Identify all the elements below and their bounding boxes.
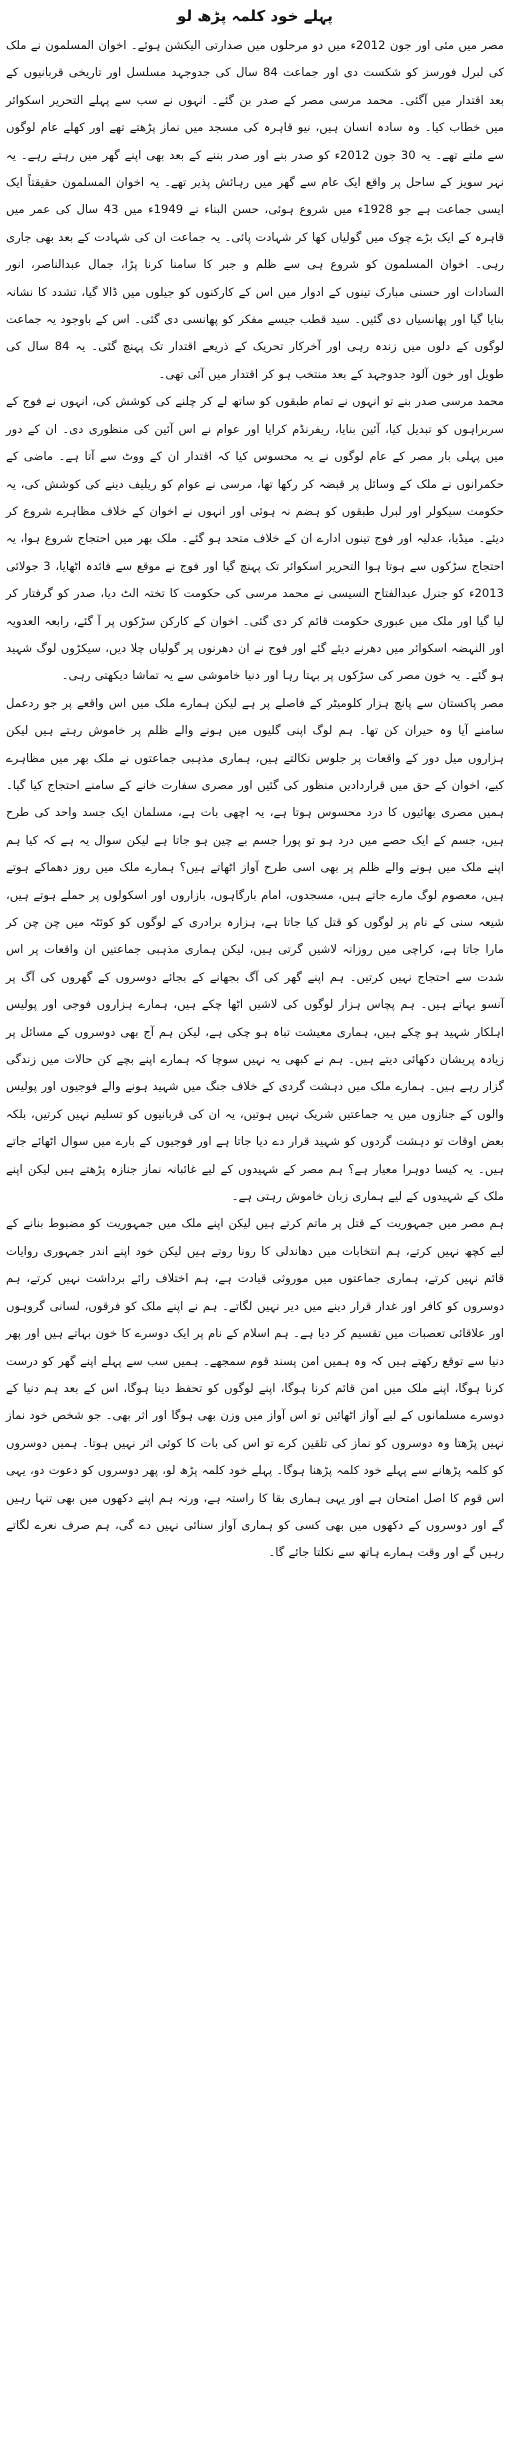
article-paragraph-1: مصر میں مئی اور جون 2012ء میں دو مرحلوں میں صدارتی الیکشن ہوئے۔ اخوان المسلمون نے ملک کی لبرل فورسز کو شکست دی اور جماعت 84 سال کی جدوجہد مسلسل اور تاریخی قربانیوں کے بعد اقتدار میں آگئی۔ محمد مرسی مصر کے صدر بن گئے۔ انہوں نے سب سے پہلے التحریر اسکوائر میں خطاب کیا۔ وہ سادہ انسان ہیں، نیو قاہرہ کی مسجد میں نماز پڑھتے تھے اور کھلے عام لوگوں سے ملتے تھے۔ یہ 30 جون 2012ء کو صدر بنے اور صدر بننے کے بعد بھی اپنے گھر میں رہتے رہے۔ یہ نہر سویز کے ساحل پر واقع ایک عام سے گھر میں رہائش پذیر تھے۔ یہ اخوان المسلمون حقیقتاً ایک ایسی جماعت ہے جو 1928ء میں شروع ہوئی، حسن البناء نے 1949ء میں 43 سال کی عمر میں قاہرہ کے ایک بڑے چوک میں گولیاں کھا کر شہادت پائی۔ یہ جماعت ان کی شہادت کے بعد بھی جاری رہی۔ اخوان المسلمون کو شروع ہی سے ظلم و جبر کا سامنا کرنا پڑا، جمال عبدالناصر، انور السادات اور حسنی مبارک تینوں کے ادوار میں اس کے کارکنوں کو جیلوں میں ڈالا گیا، تشدد کا نشانہ بنایا گیا اور پھانسیاں دی گئیں۔ سید قطب جیسے مفکر کو پھانسی دی گئی۔ اس کے باوجود یہ جماعت لوگوں کے دلوں میں زندہ رہی اور آخرکار تحریک کے ذریعے اقتدار تک پہنچ گئی۔ یہ 84 سال کی طویل اور خون آلود جدوجہد کے بعد منتخب ہو کر اقتدار میں آئی تھی۔	[6, 38, 505, 381]
article-paragraph-3: مصر پاکستان سے پانچ ہزار کلومیٹر کے فاصلے پر ہے لیکن ہمارے ملک میں اس واقعے پر جو ردعمل سامنے آیا وہ حیران کن تھا۔ ہم لوگ اپنی گلیوں میں ہونے والے ظلم پر خاموش رہتے ہیں لیکن ہزاروں میل دور کے واقعات پر جلوس نکالتے ہیں، ہماری مذہبی جماعتوں نے ملک بھر میں مظاہرے کیے، اخوان کے حق میں قراردادیں منظور کی گئیں اور مصری سفارت خانے کے سامنے احتجاج کیا گیا۔ ہمیں مصری بھائیوں کا درد محسوس ہوتا ہے، یہ اچھی بات ہے، مسلمان ایک جسد واحد کی طرح ہیں، جسم کے ایک حصے میں درد ہو تو پورا جسم بے چین ہو جاتا ہے لیکن سوال یہ ہے کہ کیا ہم اپنے ملک میں ہونے والے ظلم پر بھی اسی طرح آواز اٹھاتے ہیں؟ ہمارے ملک میں روز دھماکے ہوتے ہیں، معصوم لوگ مارے جاتے ہیں، مسجدوں، امام بارگاہوں، بازاروں اور اسکولوں پر حملے ہوتے ہیں، شیعہ سنی کے نام پر لوگوں کو قتل کیا جاتا ہے، ہزارہ برادری کے لوگوں کو کوئٹہ میں چن چن کر مارا جاتا ہے، کراچی میں روزانہ لاشیں گرتی ہیں، لیکن ہماری مذہبی جماعتیں ان واقعات پر اس شدت سے احتجاج نہیں کرتیں۔ ہم اپنے گھر کی آگ بجھانے کے بجائے دوسروں کے گھروں کی آگ پر آنسو بہاتے ہیں۔ ہم پچاس ہزار لوگوں کی لاشیں اٹھا چکے ہیں، ہمارے ہزاروں فوجی اور پولیس اہلکار شہید ہو چکے ہیں، ہماری معیشت تباہ ہو چکی ہے، لیکن ہم آج بھی دوسروں کے مسائل پر زیادہ پریشان دکھائی دیتے ہیں۔ ہم نے کبھی یہ نہیں سوچا کہ ہمارے اپنے بچے کن حالات میں زندگی گزار رہے ہیں۔ ہمارے ملک میں دہشت گردی کے خلاف جنگ میں شہید ہونے والے فوجیوں اور پولیس والوں کے جنازوں میں یہ جماعتیں شریک نہیں ہوتیں، یہ ان کی قربانیوں کو تسلیم نہیں کرتیں، بلکہ بعض اوقات تو دہشت گردوں کو شہید قرار دے دیا جاتا ہے اور فوجیوں کے بارے میں سوال اٹھائے جاتے ہیں۔ یہ کیسا دوہرا معیار ہے؟ ہم مصر کے شہیدوں کے لیے غائبانہ نماز جنازہ پڑھتے ہیں لیکن اپنے ملک کے شہیدوں کے لیے ہماری زبان خاموش رہتی ہے۔	[6, 695, 504, 1204]
article-paragraph-2: محمد مرسی صدر بنے تو انہوں نے تمام طبقوں کو ساتھ لے کر چلنے کی کوشش کی، انہوں نے فوج کے سربراہوں کو تبدیل کیا، آئین بنایا، ریفرنڈم کرایا اور عوام نے اس آئین کی منظوری دی۔ ان کے دور میں پہلی بار مصر کے عام لوگوں نے یہ محسوس کیا کہ اقتدار ان کے ووٹ سے آتا ہے۔ ماضی کے حکمرانوں نے ملک کے وسائل پر قبضہ کر رکھا تھا، مرسی نے عوام کو ریلیف دینے کی کوشش کی، یہ حکومت سیکولر اور لبرل طبقوں کو ہضم نہ ہوئی اور انہوں نے اخوان کے خلاف مظاہرے شروع کر دیئے۔ میڈیا، عدلیہ اور فوج تینوں ادارے ان کے خلاف متحد ہو گئے۔ ملک بھر میں احتجاج شروع ہوا، یہ احتجاج سڑکوں سے ہوتا ہوا التحریر اسکوائر تک پہنچ گیا اور فوج نے موقع سے فائدہ اٹھایا، 3 جولائی 2013ء کو جنرل عبدالفتاح السیسی نے محمد مرسی کی حکومت کا تختہ الٹ دیا، صدر کو گرفتار کر لیا گیا اور ملک میں عبوری حکومت قائم کر دی گئی۔ اخوان کے کارکن سڑکوں پر آ گئے، رابعہ العدویہ اور النہضہ اسکوائر میں دھرنے دیئے گئے اور فوج نے ان دھرنوں پر گولیاں چلا دیں، سیکڑوں لوگ شہید ہو گئے۔ یہ خون مصر کی سڑکوں پر بہتا رہا اور دنیا خاموشی سے یہ تماشا دیکھتی رہی۔	[6, 394, 504, 683]
article-title: پہلے خود کلمہ پڑھ لو	[177, 7, 333, 25]
article-paragraph-4: ہم مصر میں جمہوریت کے قتل پر ماتم کرتے ہیں لیکن اپنے ملک میں جمہوریت کو مضبوط بنانے کے لیے کچھ نہیں کرتے، ہم انتخابات میں دھاندلی کا رونا روتے ہیں لیکن خود اپنے اندر جمہوری روایات قائم نہیں کرتے، ہماری جماعتوں میں موروثی قیادت ہے، ہم اختلاف رائے برداشت نہیں کرتے، ہم دوسروں کو کافر اور غدار قرار دینے میں دیر نہیں لگاتے۔ ہم نے اپنے ملک کو فرقوں، لسانی گروہوں اور علاقائی تعصبات میں تقسیم کر دیا ہے۔ ہم اسلام کے نام پر ایک دوسرے کا خون بہاتے ہیں اور پھر دنیا سے توقع رکھتے ہیں کہ وہ ہمیں امن پسند قوم سمجھے۔ ہمیں سب سے پہلے اپنے گھر کو درست کرنا ہوگا، اپنے ملک میں امن قائم کرنا ہوگا، اپنے لوگوں کو تحفظ دینا ہوگا، اس کے بعد ہم دنیا کے دوسرے مسلمانوں کے لیے آواز اٹھائیں تو اس آواز میں وزن بھی ہوگا اور اثر بھی۔ جو شخص خود نماز نہیں پڑھتا وہ دوسروں کو نماز کی تلقین کرے تو اس کی بات کا کوئی اثر نہیں ہوتا۔ ہمیں دوسروں کو کلمہ پڑھانے سے پہلے خود کلمہ پڑھنا ہوگا۔ پہلے خود کلمہ پڑھ لو، پھر دوسروں کو دعوت دو، یہی اس قوم کا اصل امتحان ہے اور یہی ہماری بقا کا راستہ ہے، ورنہ ہم اپنے دکھوں میں بھی تنہا رہیں گے اور دوسروں کے دکھوں میں بھی کسی کو ہماری آواز سنائی نہیں دے گی، ہم صرف نعرے لگاتے رہیں گے اور وقت ہمارے ہاتھ سے نکلتا جائے گا۔	[6, 1216, 504, 1560]
article-body	[6, 32, 504, 1567]
